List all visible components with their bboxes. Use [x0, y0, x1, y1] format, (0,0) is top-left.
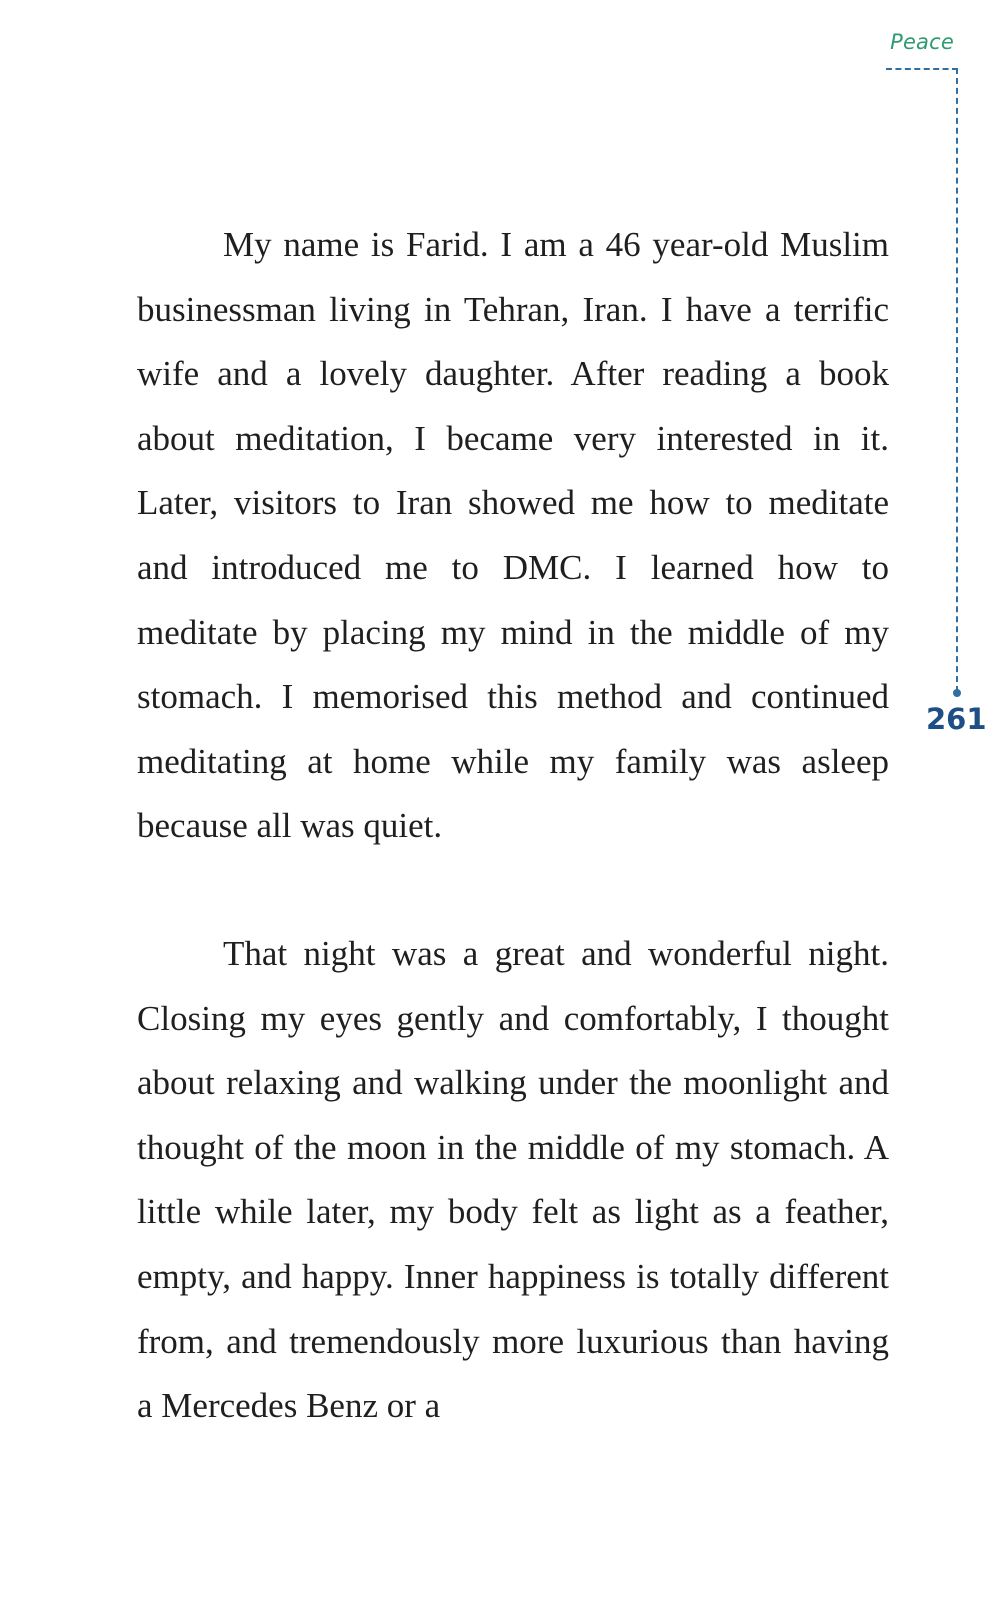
page-marker-vertical-line: [956, 68, 958, 692]
paragraph-2: That night was a great and wonderful night. Closing my eyes gently and comfortably, I thought about relaxing and walking under the moonlight and thought of the moon in the middle of my stomach. A little while later, my body felt as light as a feather, empty, and happy. Inner happiness is totally different from, and tremendously more luxurious than having a Mercedes Benz or a: [137, 934, 889, 1426]
paragraph-1: My name is Farid. I am a 46 year-old Muslim businessman living in Tehran, Iran. I have a terrific wife and a lovely daughter. After reading a book about meditation, I became very interested in it. Later, visitors to Iran showed me how to meditate and introduced me to DMC. I learned how to meditate by placing my mind in the middle of my stomach. I memorised this method and continued meditating at home while my family was asleep because all was quiet.: [137, 225, 889, 846]
section-title: Peace: [890, 30, 954, 54]
page-marker-dot: [953, 689, 961, 697]
page-number: 261: [926, 702, 987, 736]
page-marker-horizontal-line: [886, 68, 958, 70]
